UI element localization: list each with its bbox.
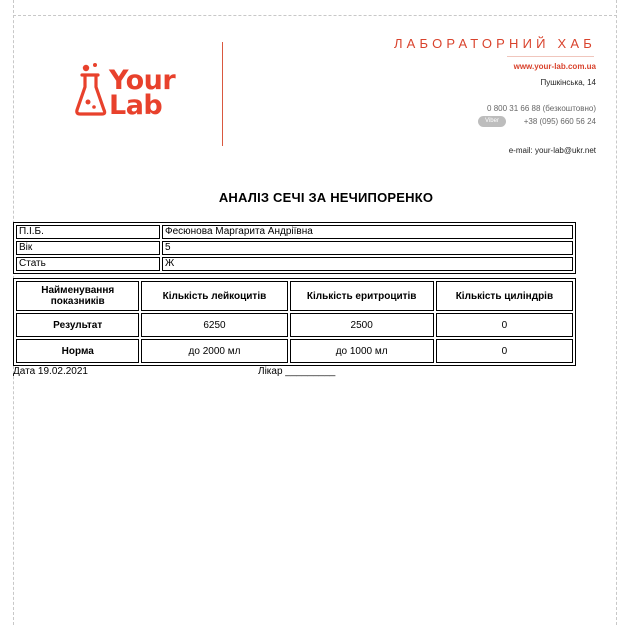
email-address: e-mail: your-lab@ukr.net <box>508 146 596 155</box>
report-date: Дата 19.02.2021 <box>13 366 88 377</box>
results-table <box>13 278 576 366</box>
header-leukocytes: Кількість лейкоцитів <box>141 281 287 311</box>
lab-hub-title: ЛАБОРАТОРНИЙ ХАБ <box>393 36 596 51</box>
result-row-label: Результат <box>16 313 139 337</box>
patient-age-value: 5 <box>162 241 573 255</box>
website-link[interactable]: www.your-lab.com.ua <box>513 62 596 71</box>
document-title: АНАЛІЗ СЕЧІ ЗА НЕЧИПОРЕНКО <box>218 190 434 205</box>
norm-cylinders-value: 0 <box>436 339 573 363</box>
result-row <box>16 313 573 337</box>
viber-icon: Viber <box>478 116 506 127</box>
lab-address: Пушкінська, 14 <box>540 78 596 87</box>
result-cylinders-value: 0 <box>436 313 573 337</box>
result-erythrocytes-value: 2500 <box>290 313 434 337</box>
patient-age-row <box>16 241 573 255</box>
result-leukocytes-value: 6250 <box>141 313 287 337</box>
patient-name-value: Фесюнова Маргарита Андріївна <box>162 225 573 239</box>
page-border-top <box>13 15 617 16</box>
results-header-row <box>16 281 573 311</box>
patient-name-row <box>16 225 573 239</box>
patient-age-label: Вік <box>16 241 160 255</box>
patient-sex-label: Стать <box>16 257 160 271</box>
free-phone-number: 0 800 31 66 88 (безкоштовно) <box>487 104 596 113</box>
header-divider <box>222 42 223 146</box>
norm-erythrocytes-value: до 1000 мл <box>290 339 434 363</box>
norm-leukocytes-value: до 2000 мл <box>141 339 287 363</box>
patient-name-label: П.І.Б. <box>16 225 160 239</box>
logo-wordmark-line1: Your <box>109 65 176 96</box>
header-indicator-name: Найменування показників <box>16 281 139 311</box>
your-lab-logo <box>74 62 186 122</box>
flask-icon <box>74 62 108 118</box>
hub-title-underline <box>507 56 594 57</box>
norm-row <box>16 339 573 363</box>
doctor-signature-line: Лікар _________ <box>258 366 336 377</box>
patient-sex-row <box>16 257 573 271</box>
patient-sex-value: Ж <box>162 257 573 271</box>
header-erythrocytes: Кількість еритроцитів <box>290 281 434 311</box>
patient-info-table <box>13 222 576 274</box>
page-border-right <box>616 0 617 625</box>
header-cylinders: Кількість циліндрів <box>436 281 573 311</box>
logo-wordmark-line2: Lab <box>109 90 163 121</box>
viber-phone-number: +38 (095) 660 56 24 <box>523 117 596 126</box>
norm-row-label: Норма <box>16 339 139 363</box>
